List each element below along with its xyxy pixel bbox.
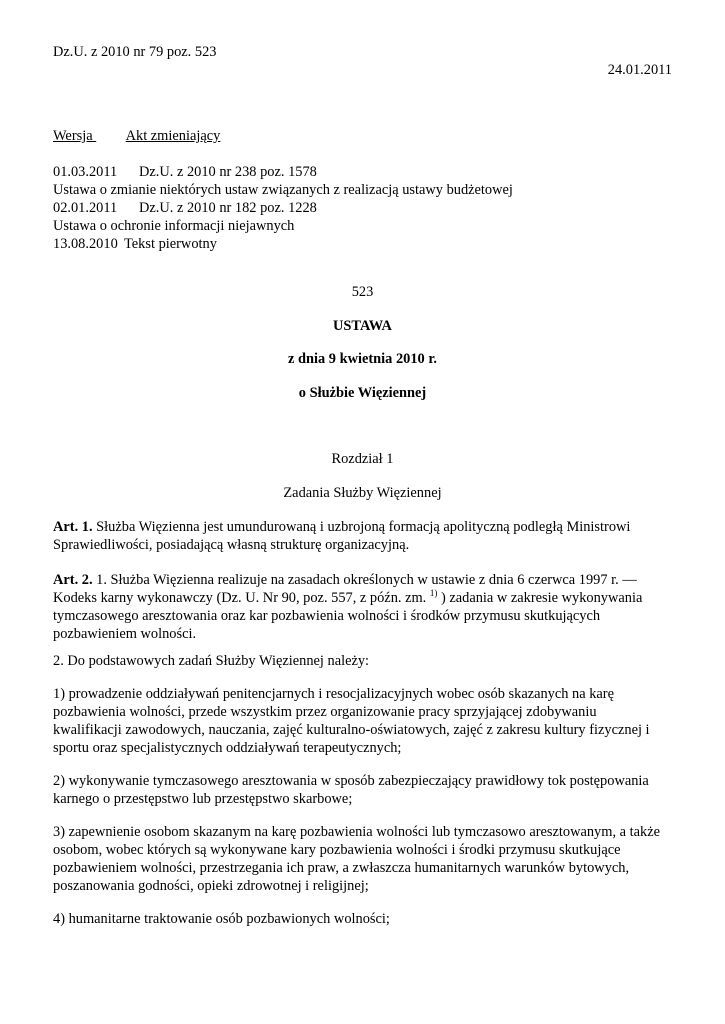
chapter-number: Rozdział 1	[331, 451, 394, 467]
version-entry-date-1	[53, 163, 317, 181]
item1-line-2: pozbawienia wolności, przede wszystkim przez organizowanie pracy sprzyjającej zdobywaniu	[53, 704, 597, 720]
item1-line-3: kwalifikacji zawodowych, nauczania, zajęć kulturalno-oświatowych, zajęć z zakresu kultury fizycznej i	[53, 722, 650, 738]
art1-label: Art. 1.	[53, 519, 93, 535]
item2-line-1: 2) wykonywanie tymczasowego aresztowania w sposób zabezpieczający prawidłowy tok postępowania	[53, 773, 649, 789]
item1-line-4: sportu oraz specjalistycznych oddziaływań terapeutycznych;	[53, 740, 402, 756]
item3-line-3: pozbawieniem wolności, przestrzegania ich praw, a zwłaszcza humanitarnych warunków bytowych,	[53, 860, 630, 876]
amending-act-column-header: Akt zmieniający	[125, 128, 221, 144]
act-title: o Służbie Więziennej	[298, 385, 427, 401]
item2-line-2: karnego o przestępstwo lub przestępstwo skarbowe;	[53, 791, 353, 807]
art2-text: 1. Służba Więzienna realizuje na zasadach określonych w ustawie z dnia 6 czerwca 1997 r. —	[92, 572, 637, 588]
item1-line-1: 1) prowadzenie oddziaływań penitencjarnych i resocjalizacyjnych wobec osób skazanych na karę	[53, 686, 614, 702]
act-type: USTAWA	[333, 318, 392, 334]
document-date: 24.01.2011	[607, 62, 672, 78]
art2-line-2	[53, 589, 642, 607]
art1-line-2: Sprawiedliwości, posiadającą własną strukturę organizacyjną.	[53, 537, 410, 553]
item4-line-1: 4) humanitarne traktowanie osób pozbawionych wolności;	[53, 911, 390, 927]
item3-line-1: 3) zapewnienie osobom skazanym na karę pozbawienia wolności lub tymczasowo aresztowanym, a także	[53, 824, 660, 840]
item3-line-4: poszanowania godności, opieki zdrowotnej i religijnej;	[53, 878, 369, 894]
art2-line-4: pozbawieniem wolności.	[53, 626, 197, 642]
version-column-header: Wersja	[53, 128, 93, 144]
version-date: 02.01.2011	[53, 200, 118, 216]
art1-line-1	[53, 518, 630, 536]
header-gap	[93, 127, 126, 145]
art2-line-1	[53, 571, 637, 589]
footnote-reference: 1)	[429, 588, 438, 598]
version-entry-title-2: Ustawa o ochronie informacji niejawnych	[53, 218, 295, 234]
journal-reference: Dz.U. z 2010 nr 79 poz. 523	[53, 44, 217, 60]
act-date: z dnia 9 kwietnia 2010 r.	[288, 351, 437, 367]
version-act: Dz.U. z 2010 nr 182 poz. 1228	[139, 200, 317, 216]
chapter-title: Zadania Służby Więziennej	[283, 485, 442, 501]
paragraph-2: 2. Do podstawowych zadań Służby Więziennej należy:	[53, 653, 370, 669]
art2-label: Art. 2.	[53, 572, 93, 588]
art2-text: ) zadania w zakresie wykonywania	[437, 590, 643, 606]
version-entry-date-3	[53, 235, 217, 253]
art2-text: Kodeks karny wykonawczy (Dz. U. Nr 90, poz. 557, z późn. zm.	[53, 590, 430, 606]
versions-header	[53, 127, 220, 145]
art1-text: Służba Więzienna jest umundurowaną i uzbrojoną formacją apolityczną podległą Ministrowi	[92, 519, 631, 535]
version-act: Dz.U. z 2010 nr 238 poz. 1578	[139, 164, 317, 180]
act-position: 523	[351, 284, 374, 300]
version-date: 13.08.2010	[53, 236, 118, 252]
version-date: 01.03.2011	[53, 164, 118, 180]
version-entry-date-2	[53, 199, 317, 217]
item3-line-2: osobom, wobec których są wykonywane kary pozbawienia wolności i środki przymusu skutkujące	[53, 842, 621, 858]
version-entry-title-1: Ustawa o zmianie niektórych ustaw związanych z realizacją ustawy budżetowej	[53, 182, 513, 198]
art2-line-3: tymczasowego aresztowania oraz kar pozbawienia wolności i środków przymusu skutkujących	[53, 608, 601, 624]
version-act: Tekst pierwotny	[124, 236, 217, 252]
